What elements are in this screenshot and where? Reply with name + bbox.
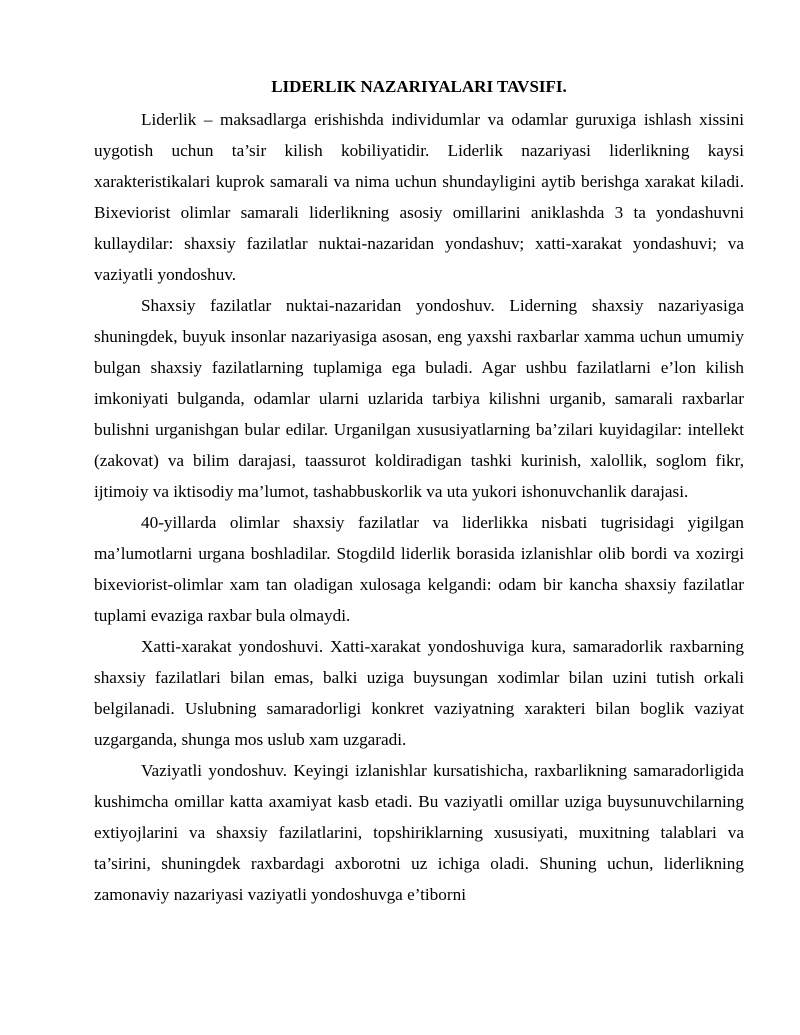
paragraph-situational-approach: Vaziyatli yondoshuv. Keyingi izlanishlar kursatishicha, raxbarlikning samaradorligida kushimcha omillar katta axamiyat kasb etadi. Bu vaziyatli omillar uziga buysunuvchilarning extiyojlarini va shaxsiy fazilatlarini, topshiriklarning xususiyati, muxitning talablari va ta’sirini, shuningdek raxbardagi axborotni uz ichiga oladi. Shuning uchun, liderlikning zamonaviy nazariyasi vaziyatli yondoshuvga e’tiborni (94, 761, 744, 904)
document-title: LIDERLIK NAZARIYALARI TAVSIFI. (271, 77, 567, 96)
paragraph-research-1940s: 40-yillarda olimlar shaxsiy fazilatlar va liderlikka nisbati tugrisidagi yigilgan ma’lumotlarni urgana boshladilar. Stogdild liderlik borasida izlanishlar olib bordi va xozirgi bixeviorist-olimlar xam tan oladigan xulosaga kelgandi: odam bir kancha shaxsiy fazilatlar tuplami evaziga raxbar bula olmaydi. (94, 513, 744, 625)
paragraph-behavioral-approach: Xatti-xarakat yondoshuvi. Xatti-xarakat yondoshuviga kura, samaradorlik raxbarning shaxsiy fazilatlari bilan emas, balki uziga buysungan xodimlar bilan uzini tutish orkali belgilanadi. Uslubning samaradorligi konkret vaziyatning xarakteri bilan boglik vaziyat uzgarganda, shunga mos uslub xam uzgaradi. (94, 637, 744, 749)
paragraph-personal-qualities-approach: Shaxsiy fazilatlar nuktai-nazaridan yondoshuv. Liderning shaxsiy nazariyasiga shuningdek, buyuk insonlar nazariyasiga asosan, eng yaxshi raxbarlar xamma uchun umumiy bulgan shaxsiy fazilatlarning tuplamiga ega buladi. Agar ushbu fazilatlarni e’lon kilish imkoniyati bulganda, odamlar ularni uzlarida tarbiya kilishni urganib, samarali raxbarlar bulishni urganishgan bular edilar. Urganilgan xususiyatlarning ba’zilari kuyidagilar: intellekt (zakovat) va bilim darajasi, taassurot koldiradigan tashki kurinish, xalollik, soglom fikr, ijtimoiy va iktisodiy ma’lumot, tashabbuskorlik va uta yukori ishonuvchanlik darajasi. (94, 296, 744, 501)
paragraph-leadership-definition: Liderlik – maksadlarga erishishda individumlar va odamlar guruxiga ishlash xissini uygotish uchun ta’sir kilish kobiliyatidir. Liderlik nazariyasi liderlikning kaysi xarakteristikalari kuprok samarali va nima uchun shundayligini aytib berishga xarakat kiladi. Bixeviorist olimlar samarali liderlikning asosiy omillarini aniklashda 3 ta yondashuvni kullaydilar: shaxsiy fazilatlar nuktai-nazaridan yondashuv; xatti-xarakat yondashuvi; va vaziyatli yondoshuv. (94, 110, 744, 284)
